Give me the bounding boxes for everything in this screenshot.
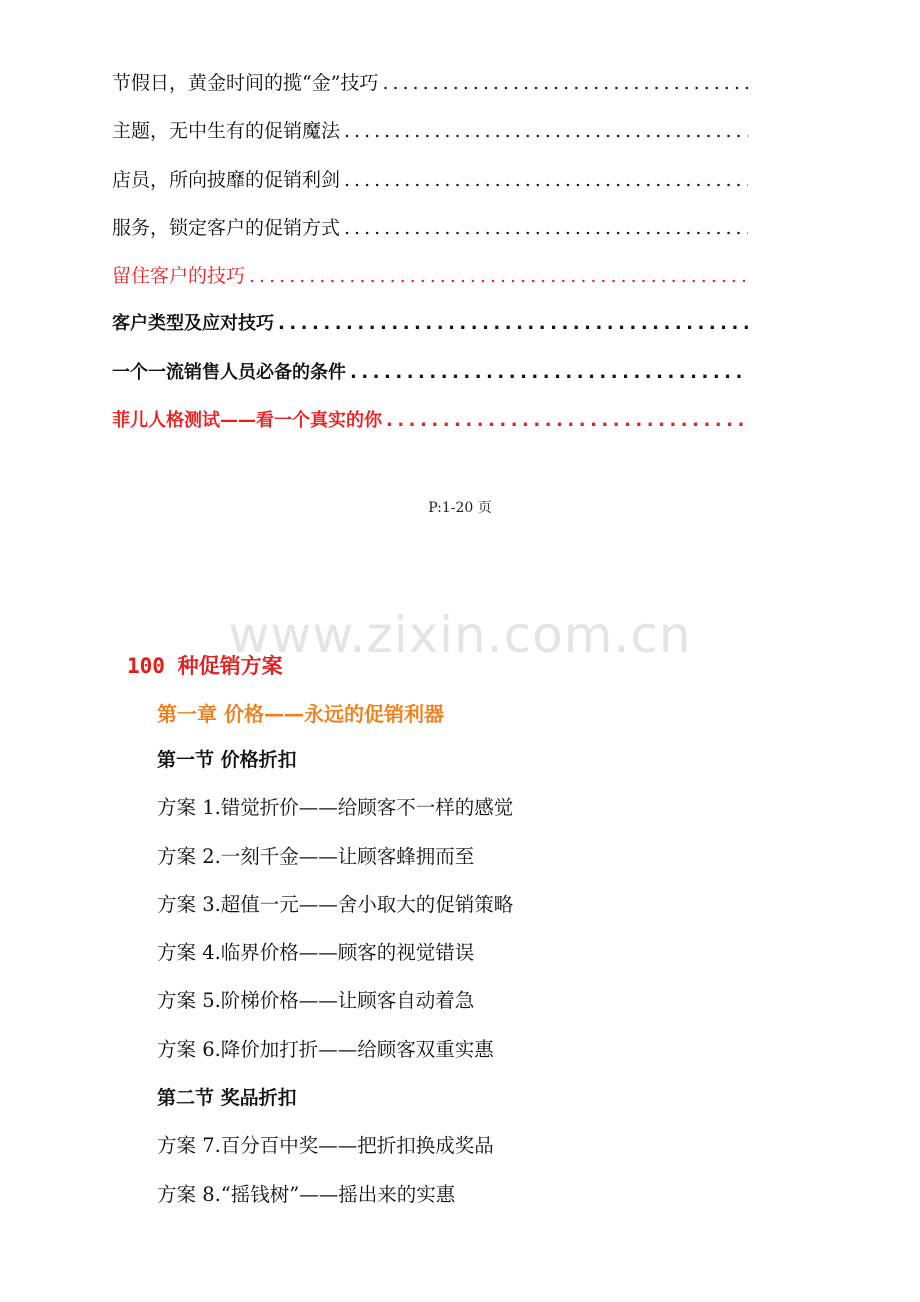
plan-item: 方案 1.错觉折价——给顾客不一样的感觉 [157, 796, 514, 820]
chapter-heading: 第一章 价格——永远的促销利器 [157, 702, 444, 726]
plan-item: 方案 3.超值一元——舍小取大的促销策略 [157, 892, 514, 916]
toc-leader-dots [278, 313, 748, 334]
plan-item: 方案 2.一刻千金——让顾客蜂拥而至 [157, 844, 475, 868]
document-title: 100 种促销方案 [127, 654, 283, 678]
section-heading: 第二节 奖品折扣 [157, 1087, 297, 1110]
plan-item: 方案 5.阶梯价格——让顾客自动着急 [157, 989, 475, 1013]
watermark: www.zixin.com.cn [228, 606, 692, 664]
toc-entry-label: 节假日，黄金时间的揽“金”技巧 [112, 72, 379, 94]
toc-entry-label: 菲儿人格测试——看一个真实的你 [112, 410, 382, 432]
toc-leader-dots [249, 265, 748, 287]
toc-entry-retain-customers[interactable] [112, 261, 748, 309]
chapter-outline [157, 738, 513, 1221]
toc-entry-customer-types[interactable] [112, 309, 748, 357]
toc-leader-dots [344, 169, 748, 191]
toc-entry-label: 客户类型及应对技巧 [112, 313, 274, 335]
toc-leader-dots [382, 72, 748, 94]
toc-leader-dots [344, 120, 748, 142]
toc-entry-label: 留住客户的技巧 [112, 265, 246, 288]
toc-entry-service[interactable] [112, 213, 748, 261]
page-range: P:1-20 页 [428, 500, 492, 516]
plan-item: 方案 4.临界价格——顾客的视觉错误 [157, 941, 475, 965]
toc-entry-holiday[interactable] [112, 68, 748, 116]
plan-item: 方案 6.降价加打折——给顾客双重实惠 [157, 1037, 494, 1061]
toc-entry-label: 一个一流销售人员必备的条件 [112, 361, 346, 383]
toc-entry-staff[interactable] [112, 165, 748, 213]
toc-entry-label: 店员，所向披靡的促销利剑 [112, 168, 341, 191]
toc-entry-label: 服务，锁定客户的促销方式 [112, 216, 341, 239]
plan-item: 方案 7.百分百中奖——把折扣换成奖品 [157, 1134, 494, 1158]
plan-item: 方案 8.“摇钱树”——摇出来的实惠 [157, 1182, 456, 1206]
toc-leader-dots [344, 217, 748, 239]
toc-leader-dots [350, 362, 748, 383]
section-heading: 第一节 价格折扣 [157, 749, 297, 771]
toc-entry-salesperson[interactable] [112, 358, 748, 406]
toc-entry-label: 主题，无中生有的促销魔法 [112, 120, 341, 143]
table-of-contents [112, 68, 748, 454]
toc-entry-personality-test[interactable] [112, 406, 748, 454]
toc-entry-theme[interactable] [112, 116, 748, 164]
toc-leader-dots [386, 410, 748, 431]
